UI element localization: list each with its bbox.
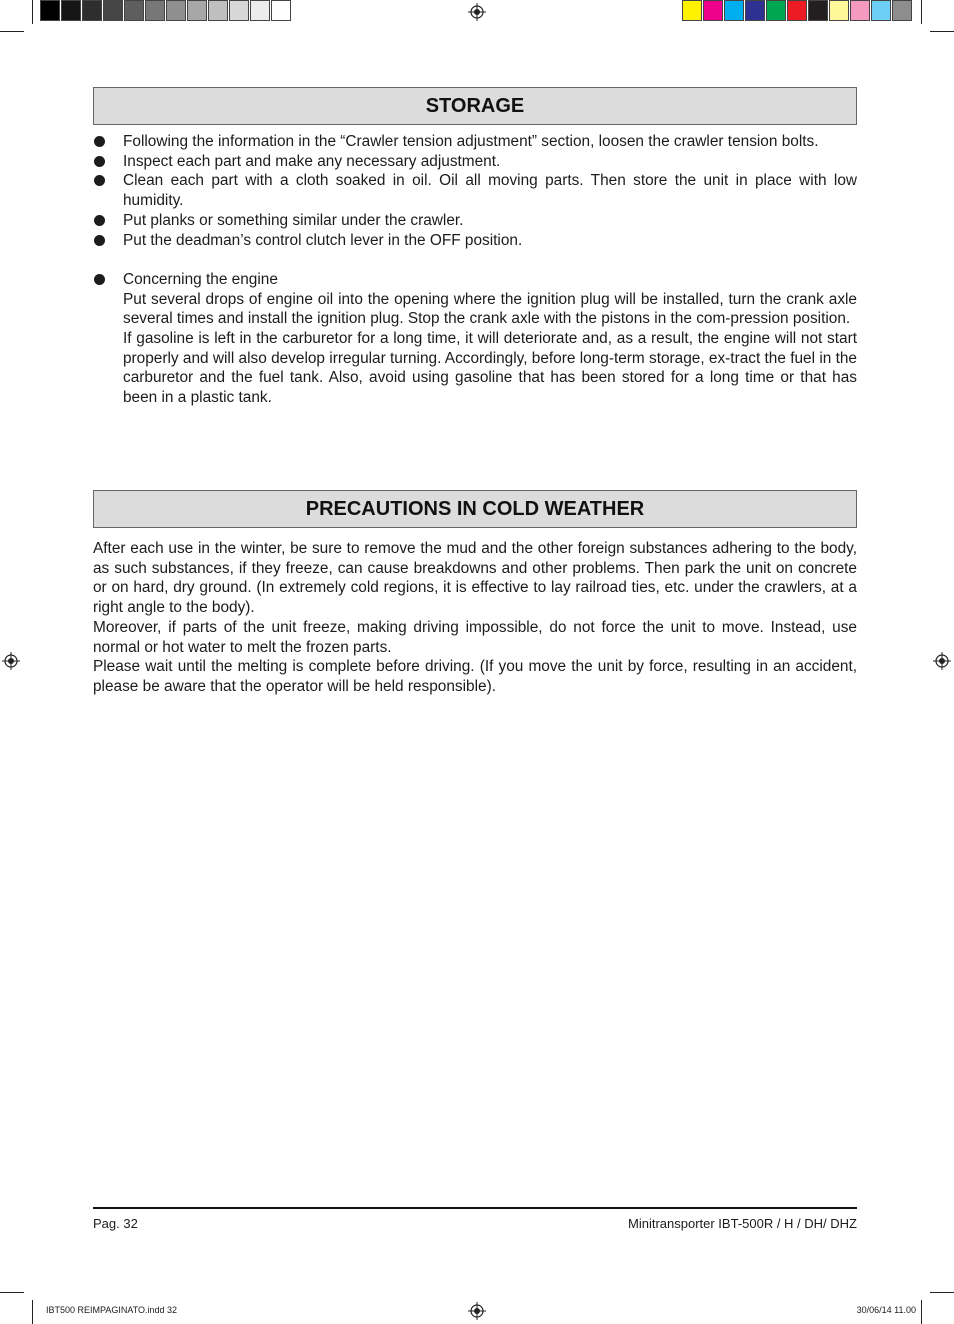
color-swatch xyxy=(766,0,786,21)
bullet-icon xyxy=(94,274,105,285)
cold-weather-heading: PRECAUTIONS IN COLD WEATHER xyxy=(93,490,857,528)
list-item xyxy=(93,152,857,172)
color-swatch xyxy=(229,0,249,21)
grayscale-bar xyxy=(40,0,292,21)
color-swatch xyxy=(892,0,912,21)
color-swatch xyxy=(40,0,60,21)
color-swatch xyxy=(724,0,744,21)
list-item xyxy=(93,231,857,251)
bullet-icon xyxy=(94,235,105,246)
page-number: Pag. 32 xyxy=(93,1216,138,1231)
slug-file: IBT500 REIMPAGINATO.indd 32 xyxy=(46,1305,178,1315)
crop-mark xyxy=(0,31,24,32)
crop-mark xyxy=(32,1300,33,1324)
crop-mark xyxy=(921,1300,922,1324)
registration-mark-icon xyxy=(468,1302,486,1320)
color-swatch xyxy=(82,0,102,21)
registration-mark-icon xyxy=(2,652,20,670)
crop-mark xyxy=(921,0,922,24)
engine-paragraph: Put several drops of engine oil into the opening where the ignition plug will be installed, turn the crank axle several times and install the ignition plug. Stop the crank axle with the pistons in the com-pression position. xyxy=(123,290,857,328)
engine-title: Concerning the engine xyxy=(123,270,278,288)
paragraph: Please wait until the melting is complete before driving. (If you move the unit by force, resulting in an accident, please be aware that the operator will be held responsible). xyxy=(93,658,857,695)
list-item xyxy=(93,171,857,210)
list-item-text: Put planks or something similar under the crawler. xyxy=(123,211,464,229)
list-item xyxy=(93,132,857,152)
list-item-text: Put the deadman’s control clutch lever in the OFF position. xyxy=(123,231,523,249)
paragraph: Moreover, if parts of the unit freeze, making driving impossible, do not force the unit to move. Instead, use normal or hot water to melt the frozen parts. xyxy=(93,618,857,656)
bullet-icon xyxy=(94,175,105,186)
list-item-text: Clean each part with a cloth soaked in oil. Oil all moving parts. Then store the unit in place with low humidity. xyxy=(123,172,857,210)
color-swatch xyxy=(850,0,870,21)
list-item xyxy=(93,211,857,231)
color-swatch xyxy=(745,0,765,21)
storage-heading: STORAGE xyxy=(93,87,857,125)
registration-mark-icon xyxy=(468,3,486,21)
bullet-icon xyxy=(94,215,105,226)
engine-paragraph: If gasoline is left in the carburetor for a long time, it will deteriorate and, as a result, the engine will not start properly and will also develop irregular turning. Accordingly, before long-term storage, ex-tract the fuel in the carburetor and the fuel tank. Also, avoid using gasoline that has been stored for a long time or that has been in a plastic tank. xyxy=(123,330,857,407)
slug-date: 30/06/14 11.00 xyxy=(856,1305,916,1315)
crop-mark xyxy=(930,1292,954,1293)
crop-mark xyxy=(930,31,954,32)
paragraph: After each use in the winter, be sure to remove the mud and the other foreign substances adhering to the body, as such substances, if they freeze, can cause breakdowns and other problems. Then park the unit on concrete or on hard, dry ground. (In extremely cold regions, it is effective to lay railroad ties, etc. under the crawlers, at a right angle to the body). xyxy=(93,540,857,617)
color-swatch xyxy=(871,0,891,21)
color-swatch xyxy=(208,0,228,21)
bullet-icon xyxy=(94,156,105,167)
crop-mark xyxy=(0,1292,24,1293)
color-bar xyxy=(682,0,913,21)
crop-mark xyxy=(32,0,33,24)
list-item-engine xyxy=(93,270,857,408)
list-item-text: Inspect each part and make any necessary adjustment. xyxy=(123,152,501,170)
storage-list xyxy=(93,132,857,408)
color-swatch xyxy=(166,0,186,21)
product-name: Minitransporter IBT-500R / H / DH/ DHZ xyxy=(628,1216,857,1231)
color-swatch xyxy=(103,0,123,21)
color-swatch xyxy=(829,0,849,21)
color-swatch xyxy=(271,0,291,21)
color-swatch xyxy=(682,0,702,21)
color-swatch xyxy=(808,0,828,21)
color-swatch xyxy=(787,0,807,21)
color-swatch xyxy=(187,0,207,21)
registration-mark-icon xyxy=(933,652,951,670)
color-swatch xyxy=(250,0,270,21)
color-swatch xyxy=(145,0,165,21)
footer-rule xyxy=(93,1207,857,1209)
color-swatch xyxy=(703,0,723,21)
bullet-icon xyxy=(94,136,105,147)
color-swatch xyxy=(61,0,81,21)
cold-weather-body xyxy=(93,539,857,697)
color-swatch xyxy=(124,0,144,21)
list-item-text: Following the information in the “Crawler tension adjustment” section, loosen the crawler tension bolts. xyxy=(123,133,819,150)
